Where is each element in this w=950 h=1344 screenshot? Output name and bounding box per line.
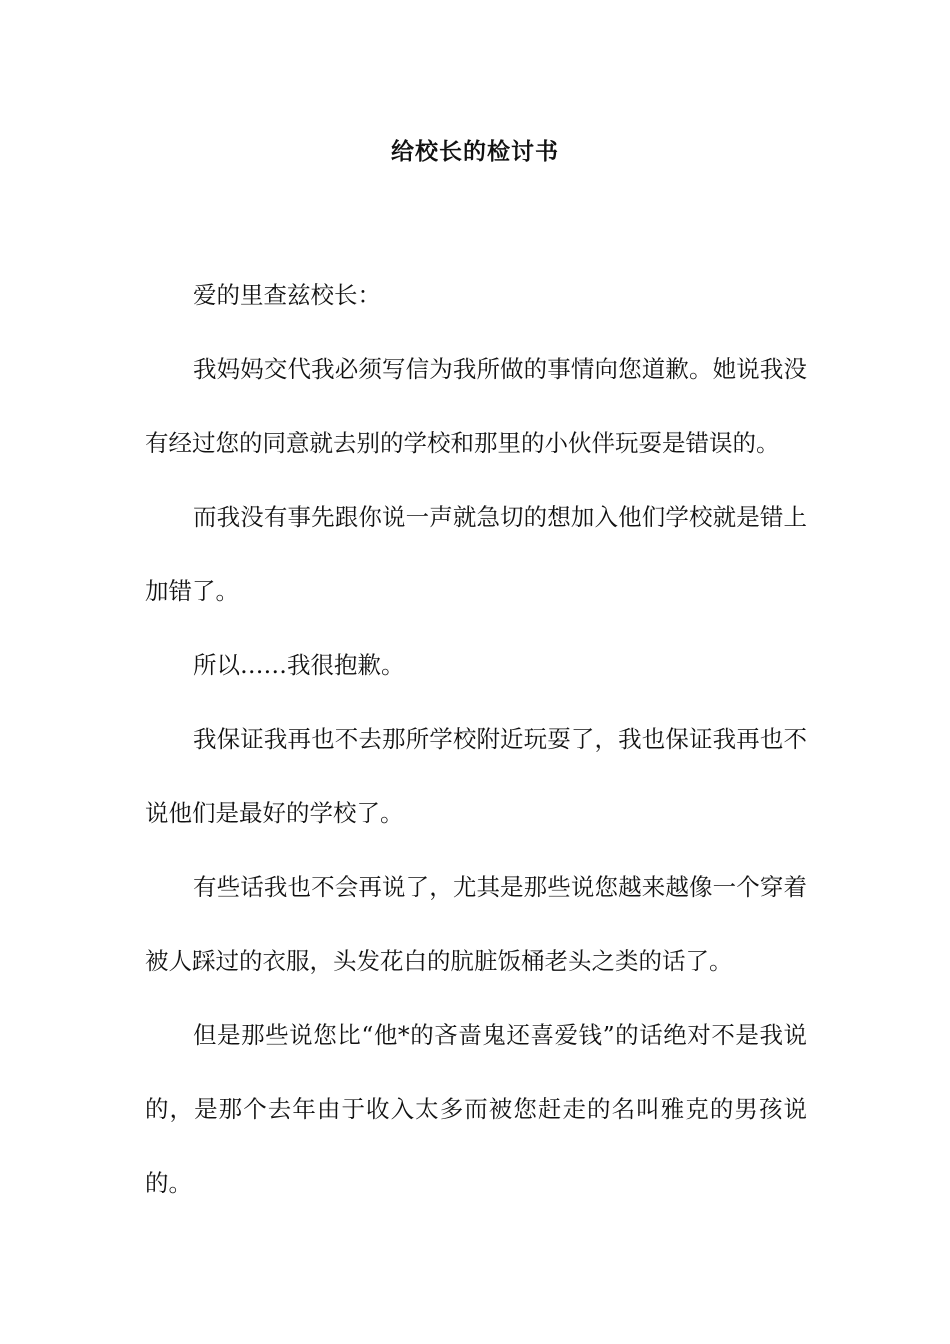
- body-paragraph: 我保证我再也不去那所学校附近玩耍了，我也保证我再也不说他们是最好的学校了。: [145, 725, 807, 827]
- body-paragraph: 而我没有事先跟你说一声就急切的想加入他们学校就是错上加错了。: [145, 503, 807, 605]
- body-paragraph: 但是那些说您比“他*的吝啬鬼还喜爱钱”的话绝对不是我说的，是那个去年由于收入太多而被您赶走的名叫雅克的男孩说的。: [145, 1021, 807, 1197]
- document-body: [145, 258, 807, 1220]
- document-title: 给校长的检讨书: [391, 138, 559, 165]
- body-paragraph: 我妈妈交代我必须写信为我所做的事情向您道歉。她说我没有经过您的同意就去别的学校和那里的小伙伴玩耍是错误的。: [145, 355, 807, 457]
- body-paragraph: 所以……我很抱歉。: [193, 651, 405, 679]
- body-paragraph: 有些话我也不会再说了，尤其是那些说您越来越像一个穿着被人踩过的衣服，头发花白的肮脏饭桶老头之类的话了。: [145, 873, 807, 975]
- salutation-paragraph: 爱的里查兹校长：: [193, 281, 381, 309]
